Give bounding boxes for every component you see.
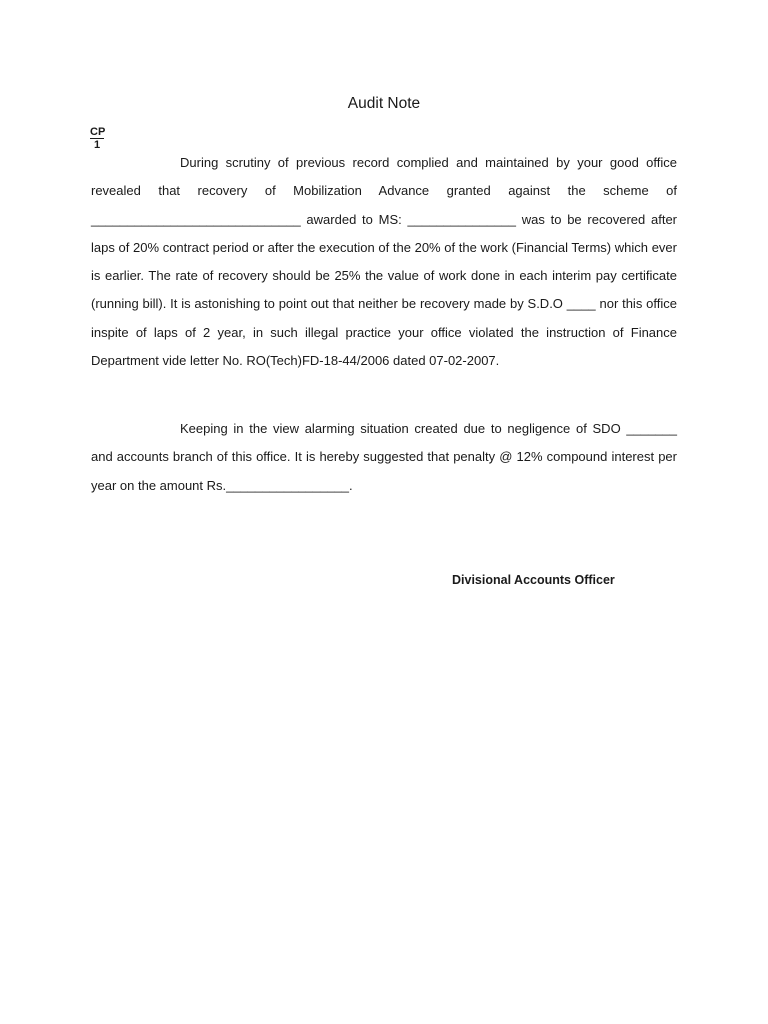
paragraph-2-text: Keeping in the view alarming situation created due to negligence of SDO _______ and accounts branch of this office. It is hereby suggested that penalty @ 12% compound interest per year on the amount Rs._________________.	[91, 421, 677, 493]
reference-numerator: CP	[90, 126, 106, 138]
paragraph-1-text: During scrutiny of previous record complied and maintained by your good office revealed that recovery of Mobilization Advance granted against the scheme of _____________________________ awarded to MS: _______________ was to be recovered after laps of 20% contract period or after the execution of the 20% of the work (Financial Terms) which ever is earlier. The rate of recovery should be 25% the value of work done in each interim pay certificate (running bill). It is astonishing to point out that neither be recovery made by S.D.O ____ nor this office inspite of laps of 2 year, in such illegal practice your office violated the instruction of Finance Department vide letter No. RO(Tech)FD-18-44/2006 dated 07-02-2007.	[91, 155, 677, 369]
page-title: Audit Note	[347, 95, 421, 112]
reference-denominator: 1	[93, 139, 101, 151]
reference-fraction	[90, 126, 104, 151]
paragraph-2	[91, 415, 677, 500]
paragraph-1	[91, 149, 677, 375]
signature-title: Divisional Accounts Officer	[452, 573, 615, 587]
